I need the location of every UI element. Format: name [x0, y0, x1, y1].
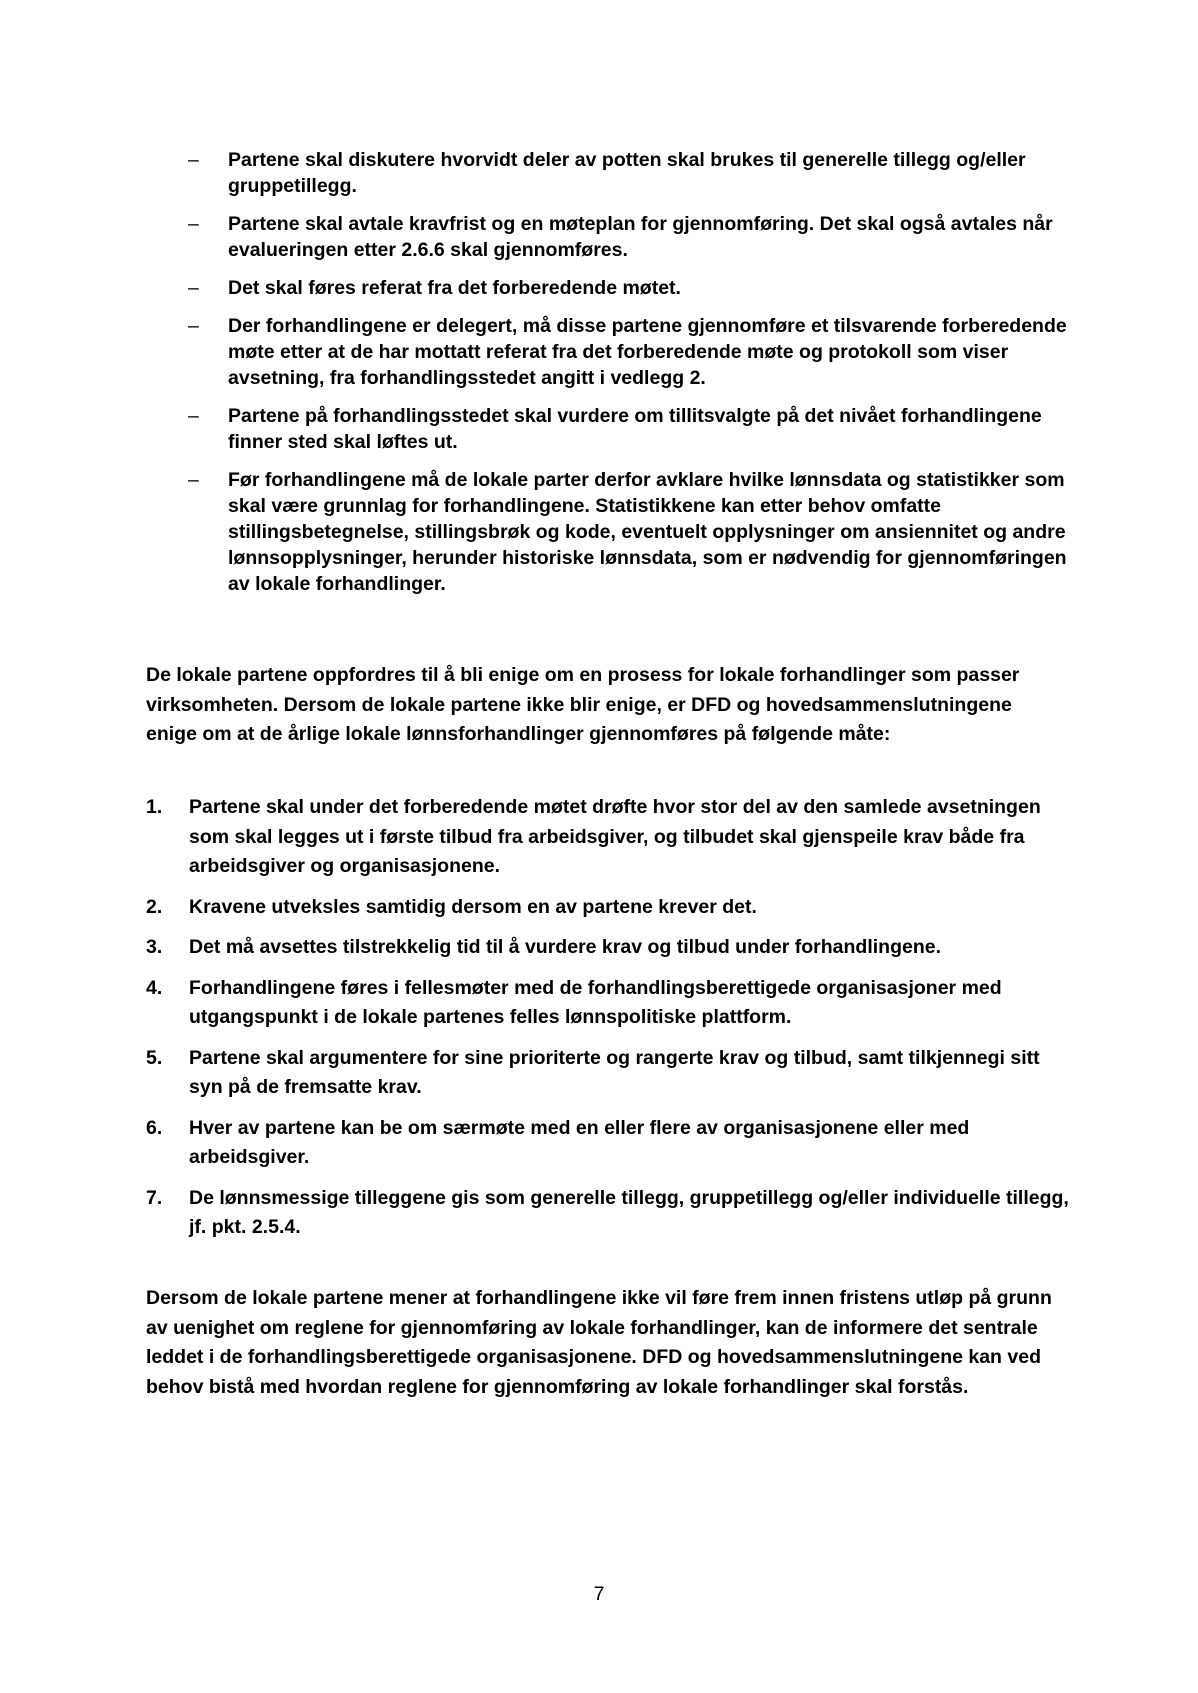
numbered-item-text: Partene skal argumentere for sine prioriterte og rangerte krav og tilbud, samt tilkjennegi sitt syn på de fremsatte krav.	[189, 1046, 1040, 1098]
dash-marker: –	[188, 277, 199, 299]
numbered-item-text: Det må avsettes tilstrekkelig tid til å vurdere krav og tilbud under forhandlingene.	[189, 936, 942, 958]
numbered-item-text: Hver av partene kan be om særmøte med en eller flere av organisasjonene eller med arbeidsgiver.	[189, 1116, 970, 1168]
dash-item-text: Før forhandlingene må de lokale parter derfor avklare hvilke lønnsdata og statistikker som skal være grunnlag for forhandlingene. Statistikkene kan etter behov omfatte stillingsbetegnelse, stillingsbrøk og kode, eventuelt opplysninger om ansiennitet og andre lønnsopplysninger, herunder historiske lønnsdata, som er nødvendig for gjennomføringen av lokale forhandlinger.	[228, 469, 1067, 595]
dash-marker: –	[188, 405, 199, 427]
numbered-item-text: Partene skal under det forberedende møtet drøfte hvor stor del av den samlede avsetningen som skal legges ut i første tilbud fra arbeidsgiver, og tilbudet skal gjenspeile krav både fra arbeidsgiver og organisasjonene.	[189, 796, 1041, 877]
item-number: 7.	[146, 1186, 163, 1209]
numbered-list-item	[146, 933, 1076, 963]
numbered-list-item	[146, 793, 1076, 882]
item-number: 6.	[146, 1116, 163, 1139]
dash-marker: –	[188, 315, 199, 337]
page-number: 7	[593, 1583, 605, 1605]
numbered-item-text: Forhandlingene føres i fellesmøter med de forhandlingsberettigede organisasjoner med utgangspunkt i de lokale partenes felles lønnspolitiske plattform.	[189, 976, 1002, 1028]
dash-list-item	[188, 275, 1088, 301]
dash-item-text: Partene skal avtale kravfrist og en møteplan for gjennomføring. Det skal også avtales når evalueringen etter 2.6.6 skal gjennomføres.	[228, 213, 1053, 261]
item-number: 5.	[146, 1046, 163, 1069]
intro-paragraph: De lokale partene oppfordres til å bli enige om en prosess for lokale forhandlinger som passer virksomheten. Dersom de lokale partene ikke blir enige, er DFD og hovedsammenslutningene enige om at de årlige lokale lønnsforhandlinger gjennomføres på følgende måte:	[146, 664, 1020, 745]
dash-list-item	[188, 147, 1088, 199]
dash-marker: –	[188, 213, 199, 235]
item-number: 2.	[146, 895, 163, 918]
dash-list-item	[188, 313, 1088, 391]
numbered-item-text: De lønnsmessige tilleggene gis som generelle tillegg, gruppetillegg og/eller individuelle tillegg, jf. pkt. 2.5.4.	[189, 1186, 1069, 1238]
dash-marker: –	[188, 149, 199, 171]
dash-item-text: Der forhandlingene er delegert, må disse partene gjennomføre et tilsvarende forberedende møte etter at de har mottatt referat fra det forberedende møte og protokoll som viser avsetning, fra forhandlingsstedet angitt i vedlegg 2.	[228, 315, 1067, 389]
item-number: 3.	[146, 936, 163, 958]
numbered-list-item	[146, 1114, 1076, 1173]
dash-list-item	[188, 467, 1088, 597]
numbered-list-item	[146, 1184, 1076, 1243]
numbered-list-item	[146, 974, 1076, 1033]
closing-paragraph: Dersom de lokale partene mener at forhandlingene ikke vil føre frem innen fristens utløp på grunn av uenighet om reglene for gjennomføring av lokale forhandlinger, kan de informere det sentrale leddet i de forhandlingsberettigede organisasjonene. DFD og hovedsammenslutningene kan ved behov bistå med hvordan reglene for gjennomføring av lokale forhandlinger skal forstås.	[146, 1287, 1052, 1398]
dash-item-text: Partene skal diskutere hvorvidt deler av potten skal brukes til generelle tillegg og/eller gruppetillegg.	[228, 149, 1026, 197]
dash-list-item	[188, 211, 1088, 263]
numbered-list	[146, 793, 1076, 1254]
dash-list-item	[188, 403, 1088, 455]
dash-list	[188, 147, 1088, 609]
item-number: 1.	[146, 796, 163, 818]
item-number: 4.	[146, 976, 163, 999]
dash-marker: –	[188, 469, 199, 491]
numbered-item-text: Kravene utveksles samtidig dersom en av partene krever det.	[189, 895, 757, 918]
dash-item-text: Det skal føres referat fra det forberedende møtet.	[228, 277, 681, 299]
dash-item-text: Partene på forhandlingsstedet skal vurdere om tillitsvalgte på det nivået forhandlingene finner sted skal løftes ut.	[228, 405, 1042, 453]
numbered-list-item	[146, 1044, 1076, 1103]
numbered-list-item	[146, 893, 1076, 923]
